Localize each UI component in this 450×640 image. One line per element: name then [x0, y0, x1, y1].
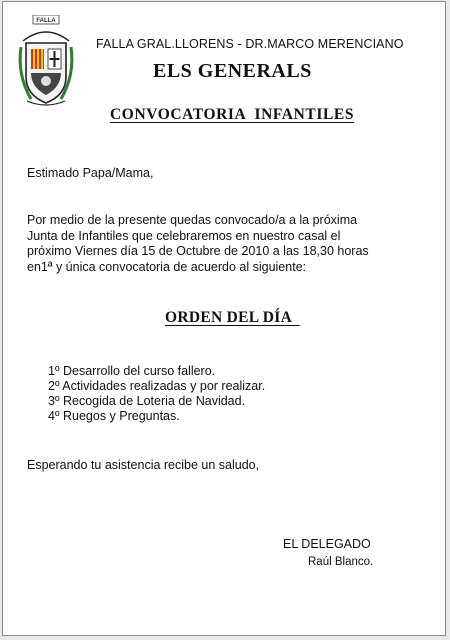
letter-page: [2, 1, 446, 636]
agenda-item: 1º Desarrollo del curso fallero.: [48, 364, 216, 378]
falla-crest-icon: [13, 15, 79, 111]
signer-title: EL DELEGADO: [283, 537, 371, 551]
agenda-item: 4º Ruegos y Preguntas.: [48, 409, 180, 423]
agenda-item: 3º Recogida de Loteria de Navidad.: [48, 394, 246, 408]
body-line: Junta de Infantiles que celebraremos en nuestro casal el: [27, 228, 341, 243]
body-line: en1ª y única convocatoria de acuerdo al siguiente:: [27, 259, 307, 274]
document-title: ELS GENERALS: [153, 60, 312, 82]
agenda-item: 2º Actividades realizadas y por realizar.: [48, 379, 266, 393]
organization-name: FALLA GRAL.LLORENS - DR.MARCO MERENCIANO: [96, 37, 404, 51]
body-line: Por medio de la presente quedas convocado/a a la próxima: [27, 213, 358, 227]
agenda-title: ORDEN DEL DÍA: [165, 309, 300, 326]
agenda-list: [48, 364, 265, 424]
closing-line: Esperando tu asistencia recibe un saludo,: [27, 458, 260, 472]
falla-crest-logo: [13, 15, 79, 111]
body-line: próximo Viernes día 15 de Octubre de 2010 a las 18,30 horas: [27, 244, 369, 258]
greeting: Estimado Papa/Mama,: [27, 166, 154, 180]
document-subtitle: CONVOCATORIA INFANTILES: [110, 106, 355, 123]
logo-text: FALLA: [36, 18, 56, 24]
body-paragraph: [27, 213, 369, 275]
signer-name: Raúl Blanco.: [308, 556, 374, 568]
